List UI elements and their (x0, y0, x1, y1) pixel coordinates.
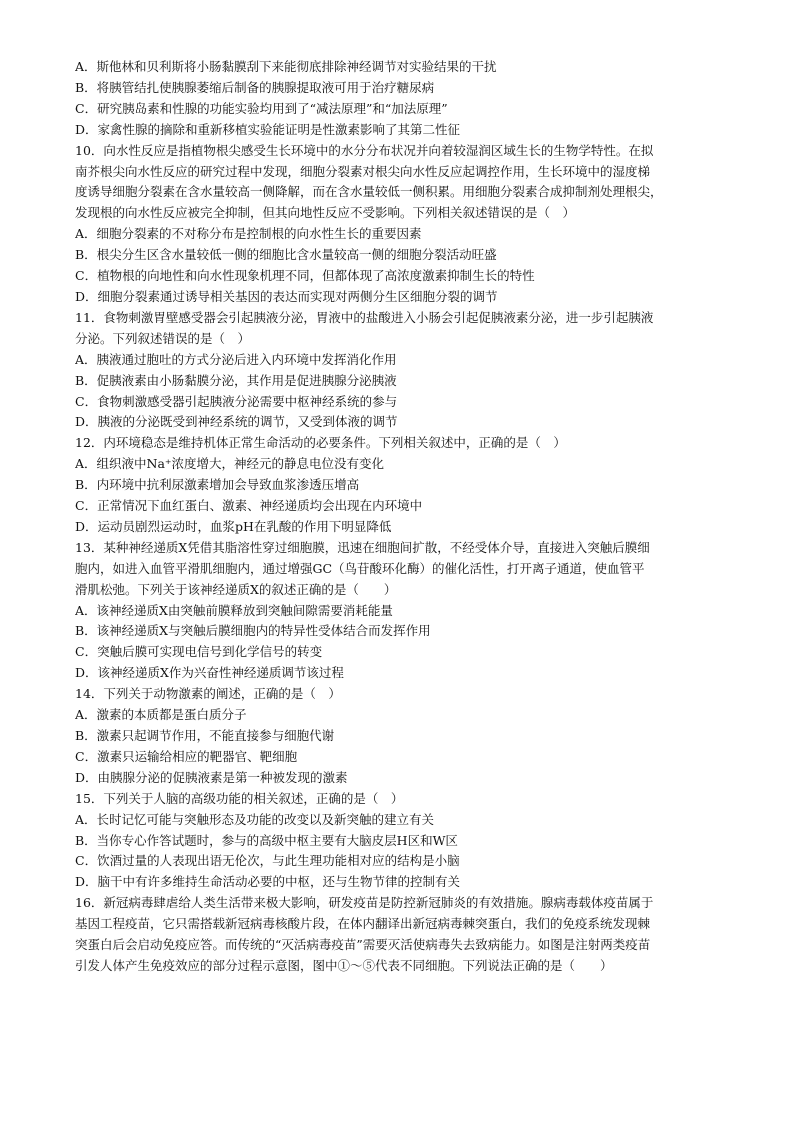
text-line: 12．内环境稳态是维持机体正常生命活动的必要条件。下列相关叙述中，正确的是（ ） (75, 435, 566, 451)
text-line: A．组织液中Na⁺浓度增大，神经元的静息电位没有变化 (75, 456, 385, 472)
text-line: B．激素只起调节作用，不能直接参与细胞代谢 (75, 728, 335, 743)
text-line: 11．食物刺激胃壁感受器会引起胰液分泌，胃液中的盐酸进入小肠会引起促胰液素分泌，进一步引起胰液 (75, 309, 654, 325)
text-line: B．该神经递质X与突触后膜细胞内的特异性受体结合而发挥作用 (75, 623, 431, 639)
text-line: 13．某种神经递质X凭借其脂溶性穿过细胞膜，迅速在细胞间扩散，不经受体介导，直接进入突触后膜细 (75, 539, 650, 555)
text-line: 15．下列关于人脑的高级功能的相关叙述，正确的是（ ） (75, 790, 404, 806)
text-line: 14．下列关于动物激素的阐述，正确的是（ ） (75, 686, 341, 702)
text-line: 引发人体产生免疫效应的部分过程示意图，图中①～⑤代表不同细胞。下列说法正确的是（ ） (75, 957, 613, 973)
text-line: 分泌。下列叙述错误的是（ ） (75, 330, 251, 346)
text-line: A．激素的本质都是蛋白质分子 (75, 707, 247, 723)
text-line: D．细胞分裂素通过诱导相关基因的表达而实现对两侧分生区细胞分裂的调节 (75, 288, 498, 304)
text-line: A．长时记忆可能与突触形态及功能的改变以及新突触的建立有关 (75, 811, 435, 827)
text-line: 胞内，如进入血管平滑肌细胞内，通过增强GC（鸟苷酸环化酶）的催化活性，打开离子通道，使血管平 (75, 560, 645, 576)
text-line: 基因工程疫苗，它只需搭载新冠病毒核酸片段，在体内翻译出新冠病毒棘突蛋白，我们的免疫系统发现棘 (75, 916, 651, 932)
text-line: B．根尖分生区含水量较低一侧的细胞比含水量较高一侧的细胞分裂活动旺盛 (75, 247, 497, 263)
text-line: D．家禽性腺的摘除和重新移植实验能证明是性激素影响了其第二性征 (75, 121, 461, 137)
text-line: 16．新冠病毒肆虐给人类生活带来极大影响，研发疫苗是防控新冠肺炎的有效措施。腺病毒载体疫苗属于 (75, 895, 654, 911)
text-line: A．斯他林和贝利斯将小肠黏膜刮下来能彻底排除神经调节对实验结果的干扰 (75, 59, 497, 74)
text-line: C．植物根的向地性和向水性现象机理不同，但都体现了高浓度激素抑制生长的特性 (75, 268, 535, 284)
text-line: C．饮酒过量的人表现出语无伦次，与此生理功能相对应的结构是小脑 (75, 853, 460, 869)
text-line: 突蛋白后会启动免疫应答。而传统的“灭活病毒疫苗”需要灭活使病毒失去致病能力。如图是注射两类疫苗 (75, 937, 651, 953)
text-line: B．内环境中抗利尿激素增加会导致血浆渗透压增高 (75, 477, 360, 493)
document-page (75, 57, 725, 977)
text-line: 滑肌松弛。下列关于该神经递质X的叙述正确的是（ ） (75, 581, 397, 597)
text-line: 南芥根尖向水性反应的研究过程中发现，细胞分裂素对根尖向水性反应起调控作用，生长环境中的湿度梯 (75, 163, 651, 179)
text-line: B．促胰液素由小肠黏膜分泌，其作用是促进胰腺分泌胰液 (75, 372, 397, 388)
text-line: C．激素只运输给相应的靶器官、靶细胞 (75, 748, 298, 764)
text-line: 发现根的向水性反应被完全抑制，但其向地性反应不受影响。下列相关叙述错误的是（ ） (75, 205, 576, 221)
text-line: D．由胰腺分泌的促胰液素是第一种被发现的激素 (75, 769, 348, 785)
text-line: B．当你专心作答试题时，参与的高级中枢主要有大脑皮层H区和W区 (75, 832, 458, 848)
text-line: C．正常情况下血红蛋白、激素、神经递质均会出现在内环境中 (75, 498, 423, 514)
text-line: C．突触后膜可实现电信号到化学信号的转变 (75, 644, 323, 660)
text-line: C．研究胰岛素和性腺的功能实验均用到了“减法原理”和“加法原理” (75, 100, 448, 116)
text-line: C．食物刺激感受器引起胰液分泌需要中枢神经系统的参与 (75, 393, 398, 409)
text-line: B．将胰管结扎使胰腺萎缩后制备的胰腺提取液可用于治疗糖尿病 (75, 79, 435, 95)
text-line: A．细胞分裂素的不对称分布是控制根的向水性生长的重要因素 (75, 226, 422, 242)
text-line: D．该神经递质X作为兴奋性神经递质调节该过程 (75, 665, 344, 681)
text-line: A．胰液通过胞吐的方式分泌后进入内环境中发挥消化作用 (75, 351, 397, 367)
text-line: D．脑干中有许多维持生命活动必要的中枢，还与生物节律的控制有关 (75, 874, 461, 890)
text-line: 度诱导细胞分裂素在含水量较高一侧降解，而在含水量较低一侧积累。用细胞分裂素合成抑制剂处理根尖， (75, 184, 663, 200)
text-line: 10．向水性反应是指植物根尖感受生长环境中的水分分布状况并向着较湿润区域生长的生物学特性。在拟 (75, 142, 654, 158)
text-line: A．该神经递质X由突触前膜释放到突触间隙需要消耗能量 (75, 602, 393, 618)
text-line: D．运动员剧烈运动时，血浆pH在乳酸的作用下明显降低 (75, 518, 392, 534)
text-line: D．胰液的分泌既受到神经系统的调节，又受到体液的调节 (75, 414, 398, 430)
